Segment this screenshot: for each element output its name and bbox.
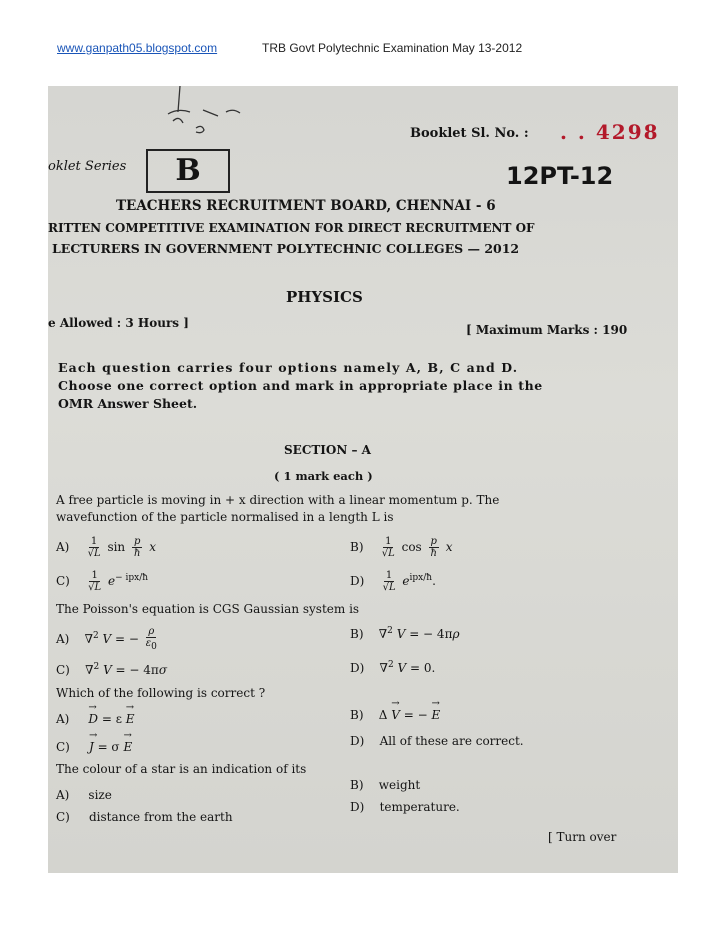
header-title: TRB Govt Polytechnic Examination May 13-2012 xyxy=(262,41,523,55)
q3-option-c: C) → J = σ → E xyxy=(56,740,132,754)
page-header xyxy=(57,41,523,55)
booklet-serial: . . 4298 xyxy=(560,120,660,144)
q3-option-a: A) → D = ε → E xyxy=(56,712,135,726)
q4-option-c: C) distance from the earth xyxy=(56,810,233,824)
turn-over: [ Turn over xyxy=(548,830,617,844)
exam-title-line1: RITTEN COMPETITIVE EXAMINATION FOR DIRECT RECRUITMENT OF xyxy=(48,221,535,235)
pen-scribble xyxy=(108,86,308,146)
q4-text: The colour of a star is an indication of its xyxy=(56,762,307,776)
booklet-series-label: oklet Series xyxy=(48,159,127,174)
q1-text-line1: A free particle is moving in + x direction with a linear momentum p. The xyxy=(56,493,500,507)
q2-option-b: B) ∇$^2$ V = − 4πρ xyxy=(350,626,460,641)
instruction-line3: OMR Answer Sheet. xyxy=(58,396,198,411)
q1-option-c: C) $\frac{1}{√L}$ $e^{- ipx/ħ}$ xyxy=(56,570,149,593)
q4-option-b: B) weight xyxy=(350,778,421,792)
section-heading: SECTION – A xyxy=(284,443,371,457)
booklet-series-box: B xyxy=(146,149,230,193)
q1-text-line2: wavefunction of the particle normalised in a length L is xyxy=(56,510,394,524)
q2-option-a: A) ∇$^2$ V = − $\frac{\rho}{\varepsilon 0}$ xyxy=(56,626,157,652)
subject-title: PHYSICS xyxy=(286,288,363,306)
blog-link[interactable]: www.ganpath05.blogspot.com xyxy=(57,41,218,55)
marks-each: ( 1 mark each ) xyxy=(274,469,373,483)
instruction-line2: Choose one correct option and mark in appropriate place in the xyxy=(58,378,543,393)
q4-option-d: D) temperature. xyxy=(350,800,460,814)
q4-option-a: A) size xyxy=(56,788,112,802)
q3-option-d: D) All of these are correct. xyxy=(350,734,524,748)
q2-text: The Poisson's equation is CGS Gaussian system is xyxy=(56,602,360,616)
board-name: TEACHERS RECRUITMENT BOARD, CHENNAI - 6 xyxy=(116,198,496,214)
q3-text: Which of the following is correct ? xyxy=(56,686,266,700)
maximum-marks: [ Maximum Marks : 190 xyxy=(466,323,628,337)
q2-option-c: C) ∇$^2$ V = − 4πσ xyxy=(56,662,168,677)
q1-option-a: A) $\frac{1}{√L}$ sin $\frac{p}{ħ}$ x xyxy=(56,536,156,559)
q1-option-b: B) $\frac{1}{√L}$ cos $\frac{p}{ħ}$ x xyxy=(350,536,453,559)
time-allowed: e Allowed : 3 Hours ] xyxy=(48,316,189,330)
q1-option-d: D) $\frac{1}{√L}$ $e^{ipx/ħ}$. xyxy=(350,570,436,593)
q2-option-d: D) ∇$^2$ V = 0. xyxy=(350,660,436,675)
exam-title-line2: LECTURERS IN GOVERNMENT POLYTECHNIC COLLEGES — 2012 xyxy=(52,241,520,256)
paper-code: 12PT-12 xyxy=(506,162,614,190)
instruction-line1: Each question carries four options namely A, B, C and D. xyxy=(58,360,519,375)
q3-option-b: B) Δ → V = − → E xyxy=(350,708,440,722)
exam-paper-photo xyxy=(48,86,678,873)
booklet-label: Booklet Sl. No. : xyxy=(410,126,529,141)
